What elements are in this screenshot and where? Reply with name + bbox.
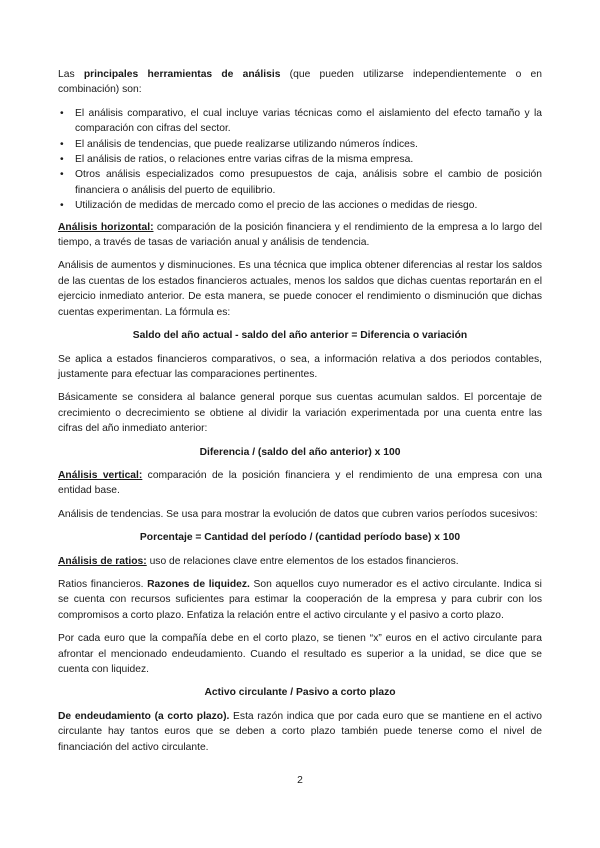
liquidez-pre: Ratios financieros.: [58, 578, 148, 590]
list-item-text: El análisis de ratios, o relaciones entre varias cifras de la misma empresa.: [75, 154, 414, 166]
ratios-paragraph: [58, 554, 542, 569]
aumentos-paragraph: Análisis de aumentos y disminuciones. Es una técnica que implica obtener diferencias al restar los saldos de las cuentas de los estados financieros actuales, menos los saldos que dichas cuentas reportarán en el ejercicio inmediato anterior. De esta manera, se puede conocer el rendimiento o disminución que dichas cuentas experimentan. La fórmula es:: [58, 260, 542, 318]
list-item: [58, 152, 542, 167]
page-content: [58, 67, 542, 763]
liquidez-paragraph: [58, 577, 542, 623]
aplica-paragraph: Se aplica a estados financieros comparativos, o sea, a información relativa a dos periodos contables, justamente para efectuar las comparaciones pertinentes.: [58, 353, 542, 380]
porcada-paragraph: Por cada euro que la compañía debe en el corto plazo, se tienen “x” euros en el activo circulante para afrontar el mencionado endeudamiento. Cuando el resultado es superior a la unidad, se dice que se cuenta con liquidez.: [58, 633, 542, 675]
ratios-heading: Análisis de ratios:: [58, 555, 147, 567]
ratios-text: uso de relaciones clave entre elementos de los estados financieros.: [146, 555, 459, 567]
list-item-text: El análisis comparativo, el cual incluye varias técnicas como el aislamiento del efecto tamaño y la comparación con cifras del sector.: [75, 107, 542, 135]
list-item: [58, 137, 542, 152]
list-item-text: El análisis de tendencias, que puede realizarse utilizando números índices.: [75, 138, 418, 150]
bullet-icon: •: [60, 200, 64, 212]
formula-liquidez: Activo circulante / Pasivo a corto plazo: [204, 687, 396, 699]
endeudamiento-post: Esta razón indica que por cada euro que se mantiene en el activo circulante hay tantos euros que se deben a corto plazo también puede tenerse como el nivel de financiación del activo circulante.: [58, 710, 542, 753]
tools-list: [58, 106, 542, 214]
vertical-text: comparación de la posición financiera y el rendimiento de una empresa con una entidad base.: [58, 469, 542, 497]
list-item: [58, 198, 542, 213]
horizontal-heading: Análisis horizontal:: [58, 221, 154, 233]
page-number: 2: [297, 775, 303, 786]
list-item-text: Otros análisis especializados como presupuestos de caja, análisis sobre el cambio de posición financiera o análisis del puerto de equilibrio.: [75, 169, 542, 196]
bullet-icon: •: [60, 169, 64, 181]
horizontal-paragraph: [58, 220, 542, 251]
vertical-heading: Análisis vertical:: [58, 469, 143, 481]
bullet-icon: •: [60, 138, 64, 150]
intro-bold: principales herramientas de análisis: [83, 69, 281, 80]
endeudamiento-bold: De endeudamiento (a corto plazo).: [58, 710, 230, 722]
list-item: [58, 106, 542, 137]
formula-variacion: Saldo del año actual - saldo del año anterior = Diferencia o variación: [132, 330, 468, 342]
liquidez-post: Son aquellos cuyo numerador es el activo circulante. Indica si se cuenta con recursos suficientes para estimar la cooperación de la empresa y para cubrir con los compromisos a corto plazo. Enfatiza la relación entre el activo circulante y el pasivo a corto plazo.: [58, 578, 542, 621]
endeudamiento-paragraph: [58, 709, 542, 755]
bullet-icon: •: [60, 107, 64, 119]
intro-post: (que pueden utilizarse independientemente o en combinación) son:: [58, 69, 543, 96]
list-item-text: Utilización de medidas de mercado como el precio de las acciones o medidas de riesgo.: [75, 200, 478, 212]
liquidez-bold: Razones de liquidez.: [147, 578, 250, 590]
bullet-icon: •: [60, 154, 64, 166]
intro-pre: Las: [58, 69, 84, 80]
vertical-paragraph: [58, 468, 542, 499]
intro-paragraph: [58, 67, 542, 98]
tendencias-paragraph: Análisis de tendencias. Se usa para mostrar la evolución de datos que cubren varios períodos sucesivos:: [58, 508, 538, 520]
basicamente-paragraph: Básicamente se considera al balance general porque sus cuentas acumulan saldos. El porcentaje de crecimiento o decrecimiento se obtiene al dividir la variación experimentada por una cuenta entre las cifras del año inmediato anterior:: [58, 392, 542, 435]
formula-tendencias: Porcentaje = Cantidad del período / (cantidad período base) x 100: [139, 532, 461, 544]
formula-porcentaje-variacion: Diferencia / (saldo del año anterior) x 100: [199, 446, 401, 458]
list-item: [58, 167, 542, 198]
horizontal-text: comparación de la posición financiera y el rendimiento de la empresa a lo largo del tiempo, a través de tasas de variación anual y análisis de tendencia.: [58, 221, 542, 249]
